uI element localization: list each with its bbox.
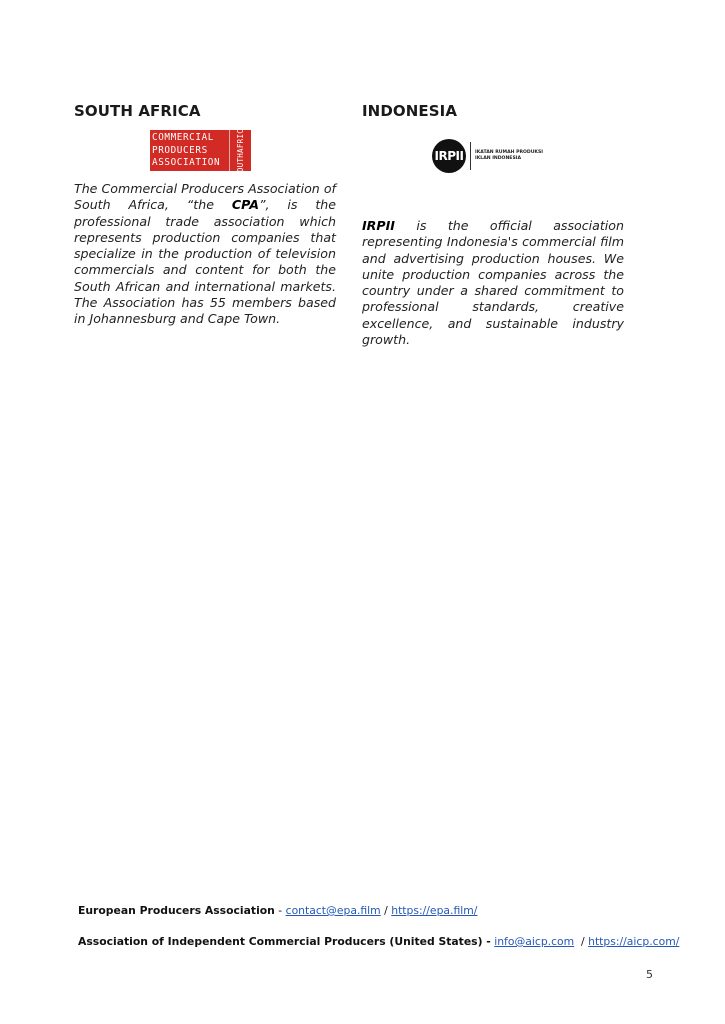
cpa-logo-line: COMMERCIAL (152, 132, 214, 143)
epa-url-link[interactable]: https://epa.film/ (391, 904, 478, 917)
irpii-bold-term: IRPII (362, 218, 395, 233)
footer-aicp (78, 935, 679, 948)
cpa-bold-term: CPA (231, 197, 259, 213)
south-africa-text-part: ”, is the professional trade association which represents production companies that specialize in the production of television commercials and content for both the South African and international markets. The Association has 55 members based in Johannesburg and Cape Town. (74, 197, 336, 327)
south-africa-text-part: The Commercial Producers Association of South Africa, “the (74, 181, 336, 213)
indonesia-section (362, 102, 624, 120)
aicp-email-link[interactable]: info@aicp.com (494, 935, 575, 948)
irpii-logo-mark: IRPII (432, 139, 466, 173)
indonesia-heading: INDONESIA (362, 102, 458, 120)
irpii-logo-divider (470, 142, 471, 170)
aicp-name: Association of Independent Commercial Producers (United States) - (78, 935, 491, 948)
cpa-logo-vertical-line: SOUTH (236, 152, 246, 177)
south-africa-section (74, 102, 336, 120)
cpa-logo-lines (150, 130, 229, 171)
indonesia-description (362, 218, 624, 348)
aicp-url-link[interactable]: https://aicp.com/ (588, 935, 680, 948)
epa-email-link[interactable]: contact@epa.film (285, 904, 381, 917)
irpii-logo-text-line: IKATAN RUMAH PRODUKSI (475, 150, 544, 155)
indonesia-text-part: is the official association representing Indonesia's commercial film and advertising production houses. We unite production companies across the country under a shared commitment to professional standards, creative excellence, and sustainable industry growth. (362, 218, 624, 348)
page-number: 5 (646, 968, 653, 981)
cpa-logo-line: ASSOCIATION (152, 157, 221, 168)
south-africa-heading: SOUTH AFRICA (74, 102, 201, 120)
irpii-logo (432, 138, 544, 174)
irpii-logo-text-line: IKLAN INDONESIA (475, 156, 522, 161)
cpa-logo-line: PRODUCERS (152, 144, 208, 156)
footer-separator: - (274, 904, 286, 917)
cpa-logo-vertical-line: AFRICA (236, 124, 246, 153)
cpa-logo (150, 124, 251, 177)
footer-separator: / (380, 904, 392, 917)
south-africa-body (74, 181, 336, 328)
indonesia-body (362, 218, 624, 348)
epa-name: European Producers Association (78, 904, 275, 917)
footer-epa (78, 904, 477, 917)
footer-separator: / (574, 935, 589, 948)
irpii-logo-text (475, 150, 543, 162)
south-africa-description (74, 181, 336, 328)
cpa-logo-vertical (229, 124, 251, 177)
